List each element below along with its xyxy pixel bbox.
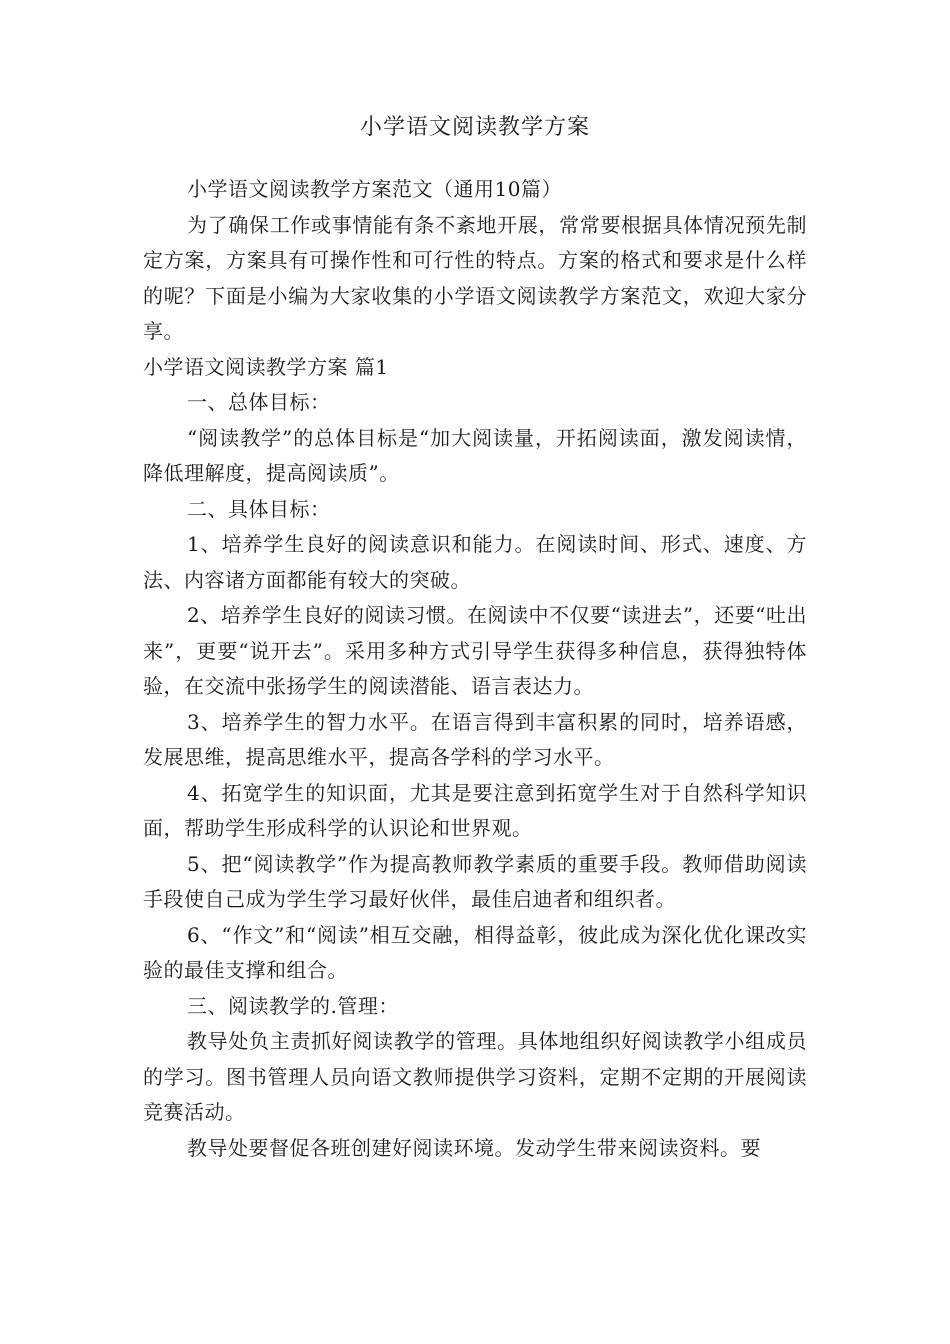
paragraph: 教导处负主责抓好阅读教学的管理。具体地组织好阅读教学小组成员的学习。图书管理人员向语文教师提供学习资料，定期不定期的开展阅读竞赛活动。	[143, 1029, 807, 1124]
paragraph: 为了确保工作或事情能有条不紊地开展，常常要根据具体情况预先制定方案，方案具有可操作性和可行性的特点。方案的格式和要求是什么样的呢？下面是小编为大家收集的小学语文阅读教学方案范文，欢迎大家分享。	[143, 212, 807, 343]
paragraph: 5、把“阅读教学”作为提高教师教学素质的重要手段。教师借助阅读手段使自己成为学生学习最好伙伴，最佳启迪者和组织者。	[143, 851, 807, 911]
paragraph: “阅读教学”的总体目标是“加大阅读量，开拓阅读面，激发阅读情，降低理解度，提高阅读质”。	[143, 425, 807, 485]
paragraph: 6、“作文”和“阅读”相互交融，相得益彰，彼此成为深化优化课改实验的最佳支撑和组合。	[143, 922, 807, 982]
paragraph: 小学语文阅读教学方案 篇1	[143, 354, 389, 379]
paragraph: 3、培养学生的智力水平。在语言得到丰富积累的同时，培养语感，发展思维，提高思维水平，提高各学科的学习水平。	[143, 709, 807, 769]
paragraph: 小学语文阅读教学方案范文（通用10篇）	[187, 177, 562, 201]
paragraph: 1、培养学生良好的阅读意识和能力。在阅读时间、形式、速度、方法、内容诸方面都能有较大的突破。	[143, 532, 807, 592]
paragraph: 教导处要督促各班创建好阅读环境。发动学生带来阅读资料。要	[187, 1135, 761, 1160]
paragraph: 4、拓宽学生的知识面，尤其是要注意到拓宽学生对于自然科学知识面，帮助学生形成科学的认识论和世界观。	[143, 780, 807, 840]
paragraph: 一、总体目标：	[187, 390, 331, 414]
document-title: 小学语文阅读教学方案	[359, 115, 590, 140]
paragraph: 三、阅读教学的.管理：	[187, 993, 399, 1018]
paragraph: 二、具体目标：	[187, 496, 331, 521]
document-body	[143, 172, 807, 1166]
paragraph: 2、培养学生良好的阅读习惯。在阅读中不仅要“读进去”，还要“吐出来”，更要“说开去”。采用多种方式引导学生获得多种信息，获得独特体验，在交流中张扬学生的阅读潜能、语言表达力。	[143, 603, 807, 698]
